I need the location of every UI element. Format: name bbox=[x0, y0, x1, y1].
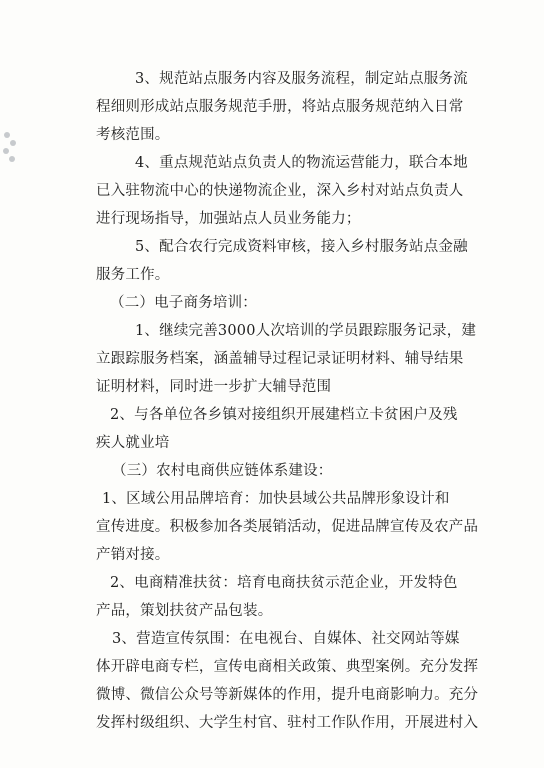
paragraph-line: 3、营造宣传氛围：在电视台、自媒体、社交网站等媒 bbox=[112, 631, 460, 647]
paragraph-line: 产品，策划扶贫产品包装。 bbox=[96, 603, 273, 619]
paragraph-line: 产销对接。 bbox=[96, 547, 170, 563]
paragraph-line: 1、区域公用品牌培育：加快县域公共品牌形象设计和 bbox=[102, 491, 450, 507]
paragraph-line: 1、继续完善3000人次培训的学员跟踪服务记录，建 bbox=[135, 323, 477, 339]
paragraph-line: 体开辟电商专栏，宣传电商相关政策、典型案例。充分发挥 bbox=[96, 659, 479, 675]
paragraph-line: 宣传进度。积极参加各类展销活动，促进品牌宣传及农产品 bbox=[96, 519, 479, 535]
paragraph-line: 2、与各单位各乡镇对接组织开展建档立卡贫困户及残 bbox=[110, 407, 458, 423]
paragraph-line: 证明材料，同时进一步扩大辅导范围 bbox=[96, 379, 332, 395]
paragraph-line: 考核范围。 bbox=[96, 127, 170, 143]
paragraph-line: 4、重点规范站点负责人的物流运营能力，联合本地 bbox=[135, 155, 468, 171]
paragraph-line: 已入驻物流中心的快递物流企业，深入乡村对站点负责人 bbox=[96, 183, 464, 199]
paragraph-line: 发挥村级组织、大学生村官、驻村工作队作用，开展进村入 bbox=[96, 715, 479, 731]
paragraph-line: 服务工作。 bbox=[96, 267, 170, 283]
scan-mark bbox=[0, 128, 18, 168]
paragraph-line: 立跟踪服务档案，涵盖辅导过程记录证明材料、辅导结果 bbox=[96, 351, 464, 367]
paragraph-line: 疾人就业培 bbox=[96, 435, 170, 451]
paragraph-line: 5、配合农行完成资料审核，接入乡村服务站点金融 bbox=[135, 239, 468, 255]
paragraph-line: 程细则形成站点服务规范手册，将站点服务规范纳入日常 bbox=[96, 99, 464, 115]
section-heading: （二）电子商务培训： bbox=[110, 295, 257, 311]
paragraph-line: 2、电商精准扶贫：培育电商扶贫示范企业，开发特色 bbox=[110, 575, 458, 591]
paragraph-line: 进行现场指导，加强站点人员业务能力； bbox=[96, 211, 361, 227]
paragraph-line: 3、规范站点服务内容及服务流程，制定站点服务流 bbox=[135, 71, 468, 87]
paragraph-line: 微博、微信公众号等新媒体的作用，提升电商影响力。充分 bbox=[96, 687, 479, 703]
section-heading: （三）农村电商供应链体系建设： bbox=[112, 463, 333, 479]
